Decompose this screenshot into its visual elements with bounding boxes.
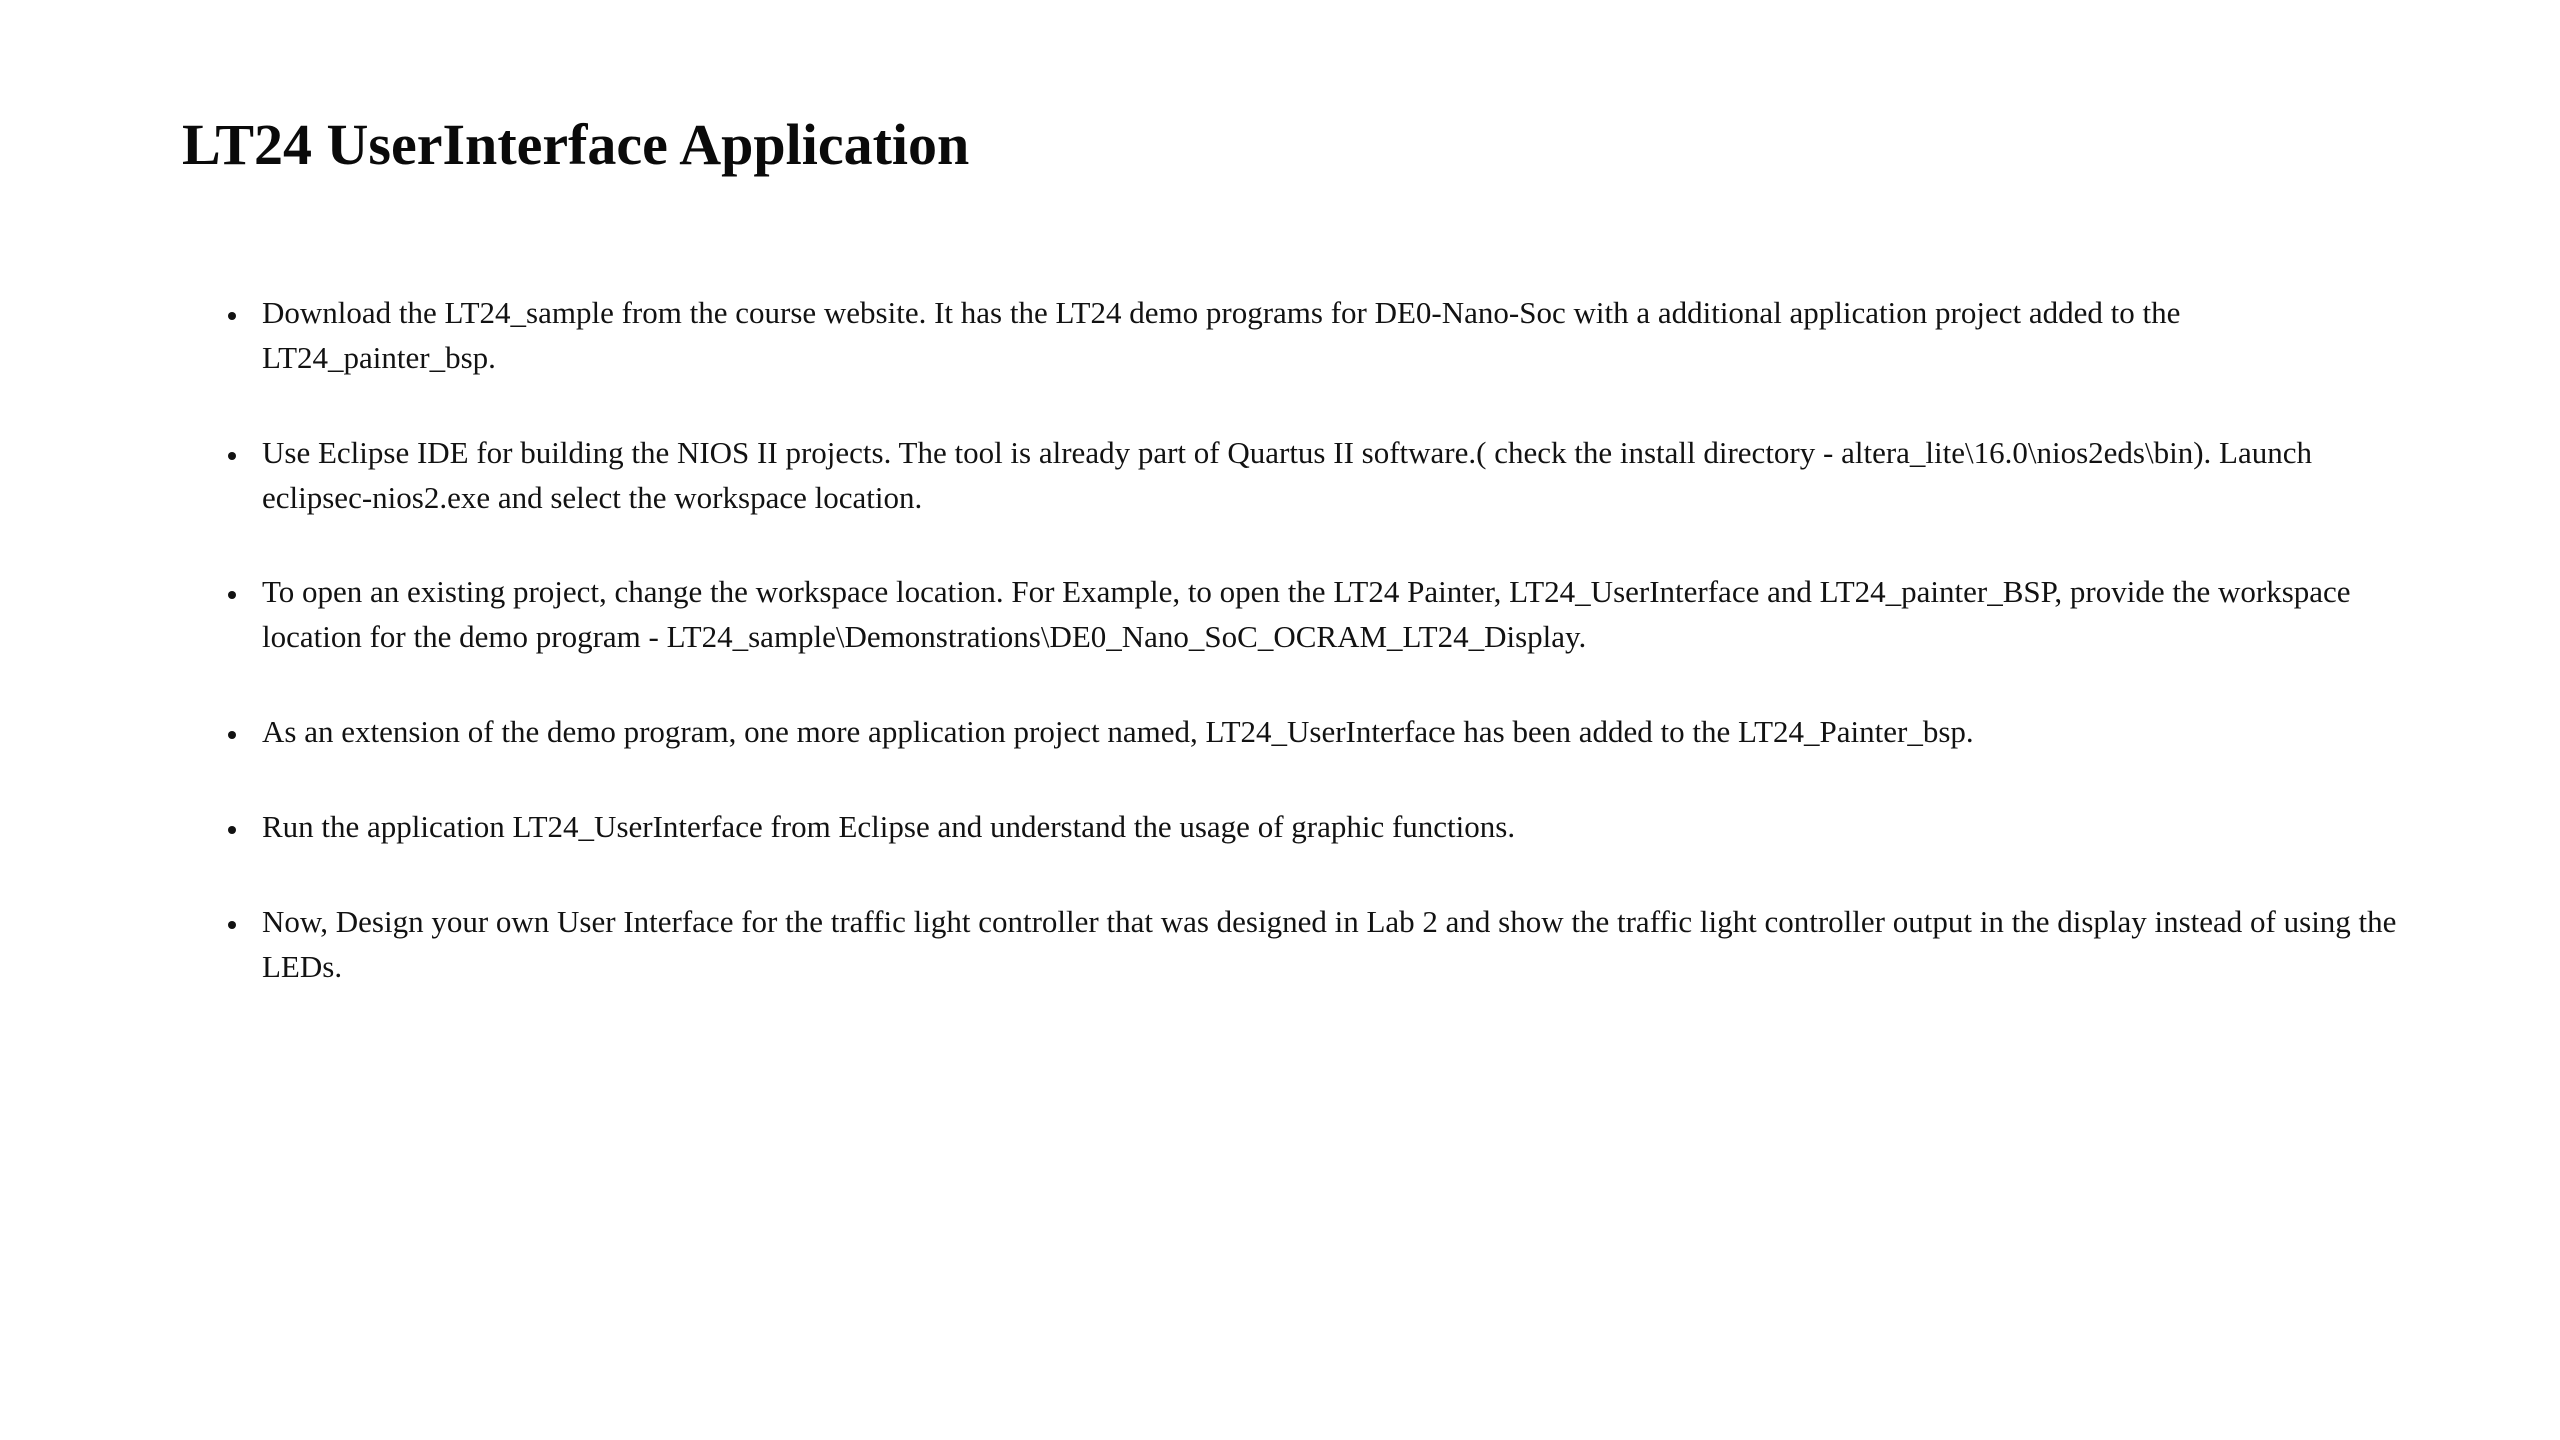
bullet-item: • Download the LT24_sample from the course website. It has the LT24 demo programs for DE0-Nano-Soc with a additional application project added to the LT24_painter_bsp.: [250, 291, 2420, 381]
bullet-item: • Use Eclipse IDE for building the NIOS II projects. The tool is already part of Quartus II software.( check the install directory - altera_lite\16.0\nios2eds\bin). Launch eclipsec-nios2.exe and select the workspace location.: [250, 431, 2420, 521]
bullet-item: • Run the application LT24_UserInterface from Eclipse and understand the usage of graphic functions.: [250, 805, 2420, 850]
bullet-item: • To open an existing project, change the workspace location. For Example, to open the LT24 Painter, LT24_UserInterface and LT24_painter_BSP, provide the workspace location for the demo program - LT24_sample\Demonstrations\DE0_Nano_SoC_OCRAM_LT24_Display.: [250, 570, 2420, 660]
slide-title: LT24 UserInterface Application: [182, 112, 970, 177]
bullet-list: [182, 291, 2420, 990]
bullet-item: • Now, Design your own User Interface for the traffic light controller that was designed in Lab 2 and show the traffic light controller output in the display instead of using the LEDs.: [250, 900, 2420, 990]
bullet-item: • As an extension of the demo program, one more application project named, LT24_UserInterface has been added to the LT24_Painter_bsp.: [250, 710, 2420, 755]
